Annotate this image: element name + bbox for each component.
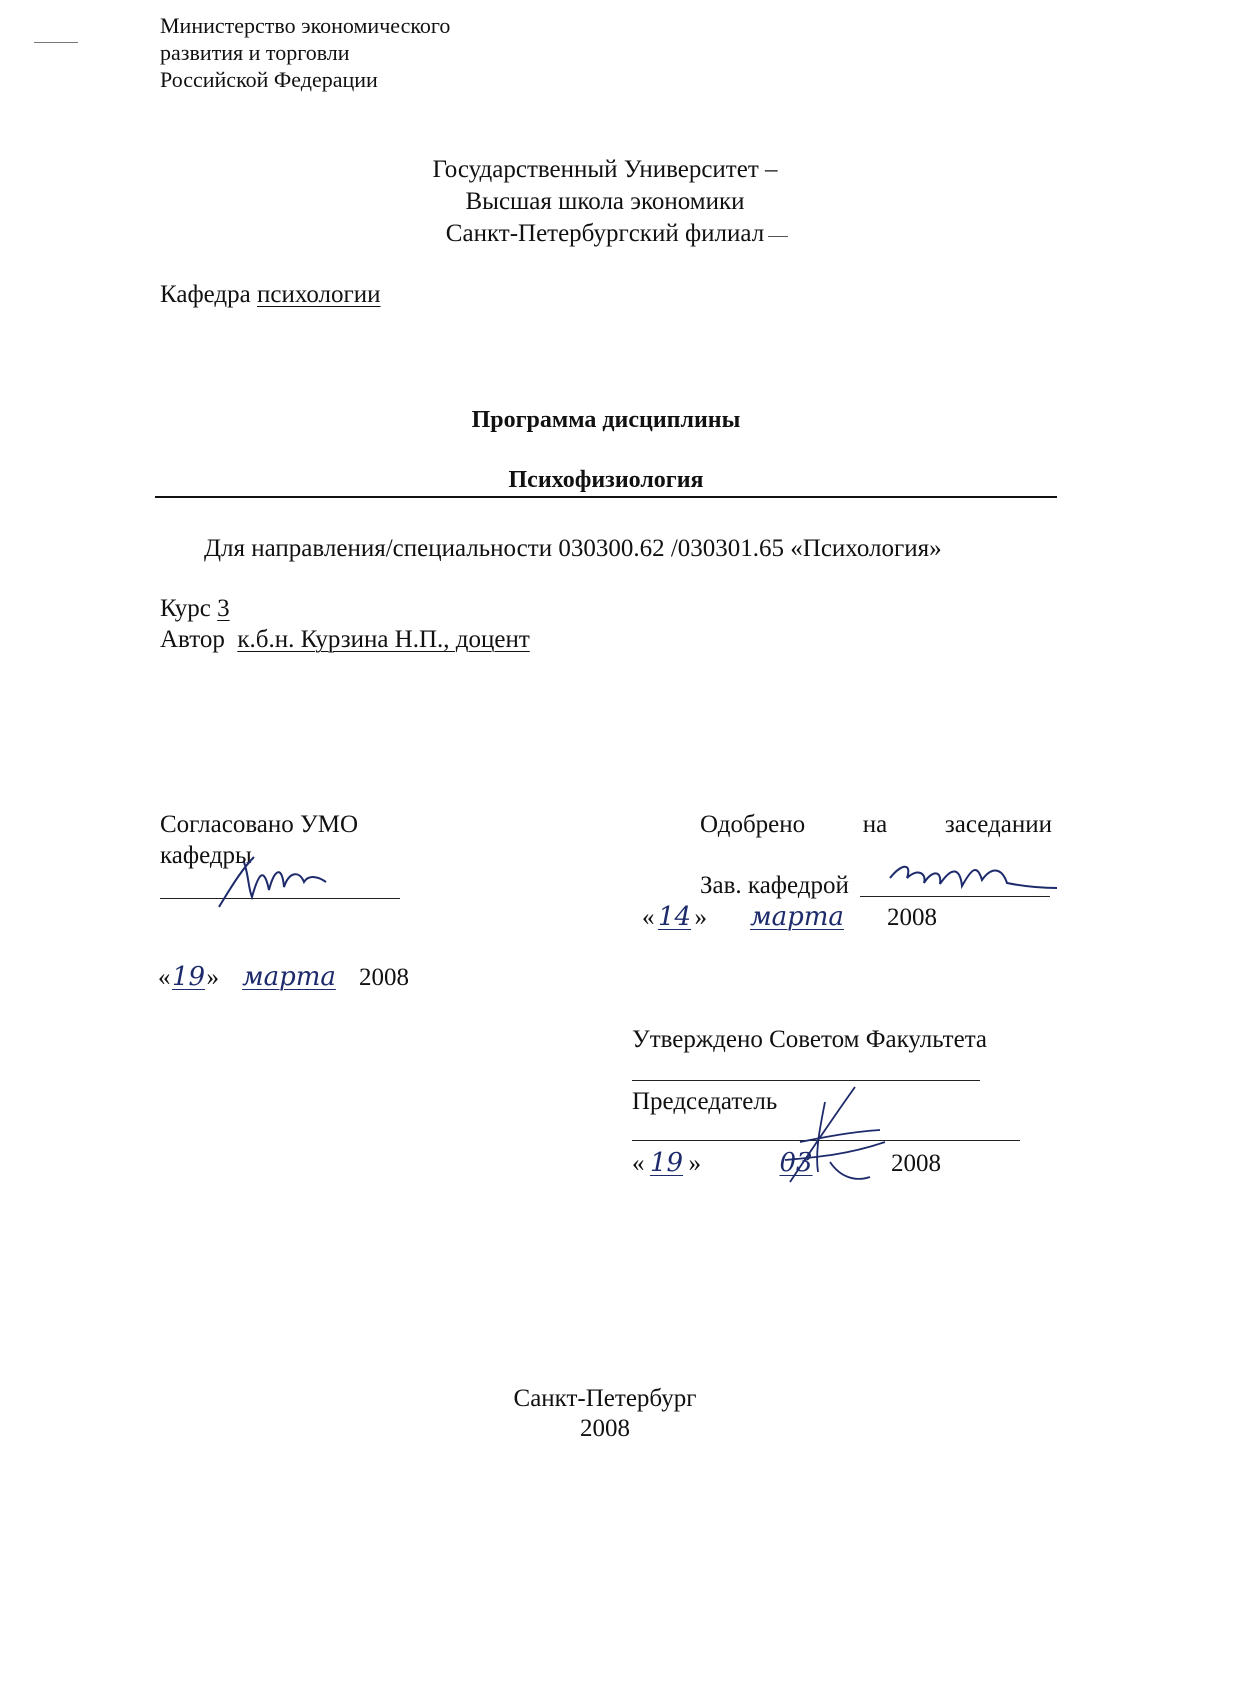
university-line-1: Государственный Университет – bbox=[432, 156, 778, 183]
council-date-mid: » bbox=[688, 1150, 701, 1177]
approval-date-open: « bbox=[642, 904, 655, 931]
umo-date-mid: » bbox=[206, 964, 219, 991]
approval-date-day: 14 bbox=[657, 902, 692, 932]
approval-date-month: марта bbox=[750, 902, 844, 932]
footer-city: Санкт-Петербург bbox=[513, 1385, 697, 1412]
approval-word-3: заседании bbox=[944, 811, 1052, 838]
course-line bbox=[160, 596, 230, 621]
department-line bbox=[160, 282, 381, 307]
umo-date bbox=[158, 964, 409, 990]
umo-title: Согласовано УМО bbox=[160, 811, 359, 838]
umo-signature bbox=[214, 852, 334, 912]
author-label: Автор bbox=[160, 626, 225, 653]
umo-date-month: марта bbox=[242, 962, 336, 992]
umo-date-day: 19 bbox=[171, 962, 206, 992]
umo-subtitle: кафедры bbox=[160, 842, 252, 869]
approval-word-2: на bbox=[862, 811, 888, 838]
council-date-open: « bbox=[632, 1150, 645, 1177]
approval-title bbox=[700, 812, 1052, 837]
council-title: Утверждено Советом Факультета bbox=[632, 1026, 988, 1053]
university-line-3: Санкт-Петербургский филиал bbox=[445, 220, 765, 247]
author-value: к.б.н. Курзина Н.П., доцент bbox=[237, 626, 530, 653]
approval-word-1: Одобрено bbox=[700, 811, 806, 838]
department-label: Кафедра bbox=[160, 281, 251, 308]
approval-signature bbox=[882, 858, 1062, 898]
council-rule bbox=[632, 1080, 980, 1081]
council-chair-label: Председатель bbox=[632, 1088, 778, 1115]
council-date-day: 19 bbox=[649, 1148, 684, 1178]
university-block bbox=[400, 157, 810, 253]
program-heading: Программа дисциплины bbox=[471, 407, 741, 433]
council-date-year: 2008 bbox=[891, 1150, 941, 1177]
footer-year: 2008 bbox=[580, 1415, 630, 1442]
corner-mark bbox=[34, 42, 78, 43]
discipline-rule bbox=[155, 496, 1057, 498]
approval-date-mid: » bbox=[694, 904, 707, 931]
umo-date-open: « bbox=[158, 964, 171, 991]
council-date-month: 03 bbox=[779, 1148, 813, 1178]
author-line bbox=[160, 627, 530, 652]
ministry-line-1: Министерство экономического bbox=[160, 13, 451, 38]
specialty-line: Для направления/специальности 030300.62 /030301.65 «Психология» bbox=[204, 535, 942, 562]
ministry-line-3: Российской Федерации bbox=[160, 67, 378, 92]
course-label: Курс bbox=[160, 595, 211, 622]
council-date bbox=[632, 1150, 941, 1176]
approval-date bbox=[642, 904, 937, 930]
course-value: 3 bbox=[217, 595, 230, 622]
approval-date-year: 2008 bbox=[887, 904, 937, 931]
university-tick bbox=[768, 236, 788, 237]
ministry-line-2: развития и торговли bbox=[160, 40, 350, 65]
department-value: психологии bbox=[256, 281, 381, 308]
discipline-title: Психофизиология bbox=[508, 467, 704, 493]
approval-head-label: Зав. кафедрой bbox=[700, 872, 849, 899]
umo-date-year: 2008 bbox=[359, 964, 409, 991]
university-line-2: Высшая школа экономики bbox=[465, 188, 745, 215]
